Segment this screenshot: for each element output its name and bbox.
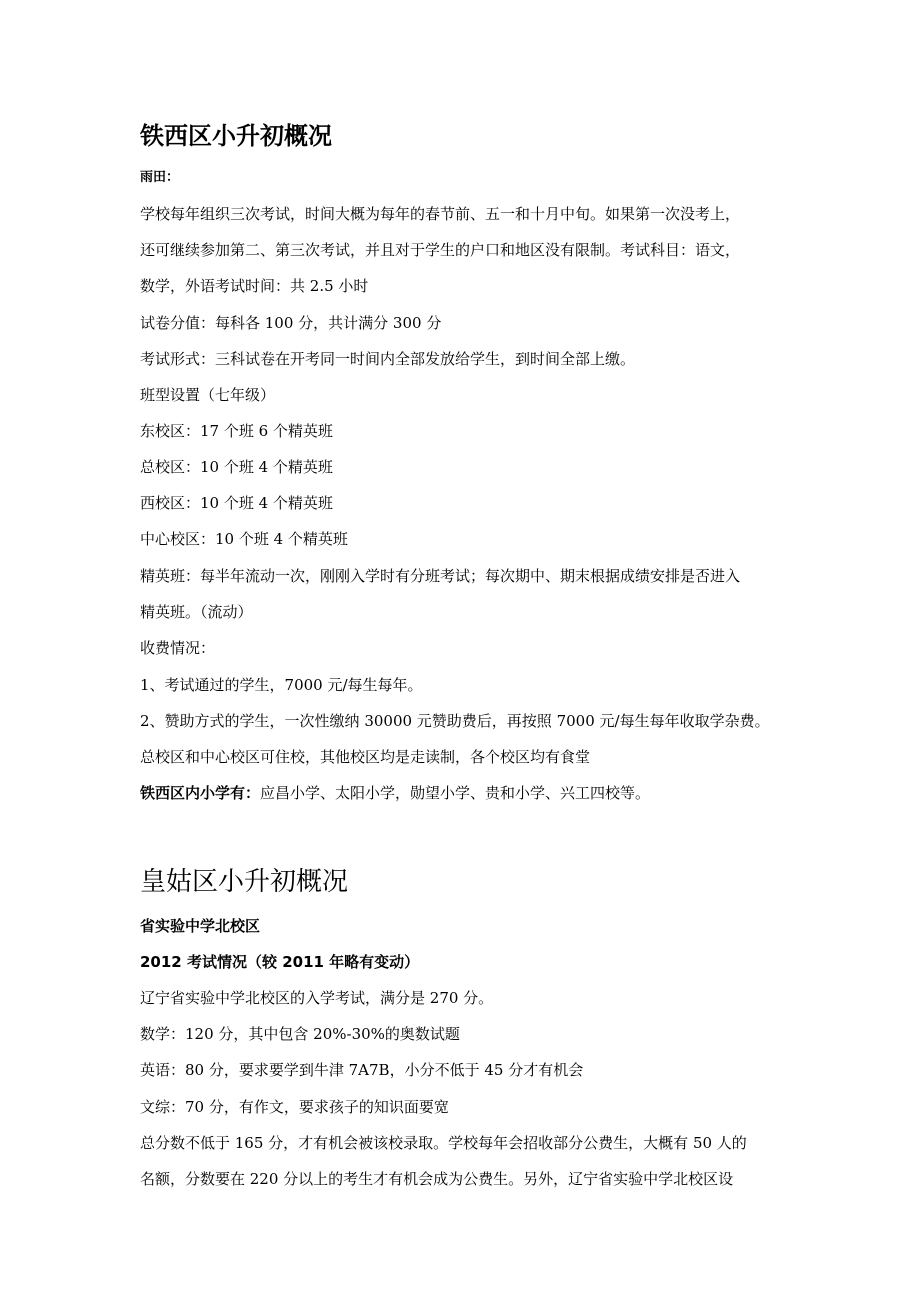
exam-format-line: 考试形式：三科试卷在开考同一时间内全部发放给学生，到时间全部上缴。 bbox=[140, 350, 636, 368]
fee-item: 2、赞助方式的学生，一次性缴纳 30000 元赞助费后，再按照 7000 元/每生每年收取学杂费。 bbox=[140, 712, 770, 730]
primary-schools-label: 铁西区内小学有： bbox=[140, 784, 261, 802]
campus-line: 西校区：10 个班 4 个精英班 bbox=[140, 494, 333, 512]
section-title-tiexi: 铁西区小升初概况 bbox=[140, 121, 332, 150]
elite-class-line: 精英班：每半年流动一次，刚刚入学时有分班考试；每次期中、期末根据成绩安排是否进入 bbox=[140, 567, 741, 585]
fee-item: 1、考试通过的学生，7000 元/每生每年。 bbox=[140, 676, 423, 694]
fees-label: 收费情况： bbox=[140, 639, 216, 657]
primary-schools-line bbox=[140, 783, 650, 803]
section-title-huanggu: 皇姑区小升初概况 bbox=[140, 867, 349, 897]
paragraph-line: 文综：70 分，有作文，要求孩子的知识面要宽 bbox=[140, 1098, 449, 1116]
primary-schools-list: 应昌小学、太阳小学，勋望小学、贵和小学、兴工四校等。 bbox=[260, 784, 651, 802]
paragraph-line: 学校每年组织三次考试，时间大概为每年的春节前、五一和十月中旬。如果第一次没考上， bbox=[140, 205, 741, 223]
elite-class-line: 精英班。（流动） bbox=[140, 603, 253, 621]
paragraph-line: 英语：80 分，要求要学到牛津 7A7B，小分不低于 45 分才有机会 bbox=[140, 1061, 584, 1079]
exam-score-line: 试卷分值：每科各 100 分，共计满分 300 分 bbox=[140, 314, 442, 332]
paragraph-line: 数学，外语考试时间：共 2.5 小时 bbox=[140, 277, 369, 295]
campus-line: 东校区：17 个班 6 个精英班 bbox=[140, 422, 333, 440]
exam-heading: 2012 考试情况（较 2011 年略有变动） bbox=[140, 953, 420, 971]
paragraph-line: 辽宁省实验中学北校区的入学考试，满分是 270 分。 bbox=[140, 989, 494, 1007]
paragraph-line: 名额，分数要在 220 分以上的考生才有机会成为公费生。另外，辽宁省实验中学北校区设 bbox=[140, 1170, 734, 1188]
paragraph-line: 还可继续参加第二、第三次考试，并且对于学生的户口和地区没有限制。考试科目：语文， bbox=[140, 241, 741, 259]
class-setup-line: 班型设置（七年级） bbox=[140, 386, 276, 404]
paragraph-line: 数学：120 分，其中包含 20%-30%的奥数试题 bbox=[140, 1025, 460, 1043]
paragraph-line: 总分数不低于 165 分，才有机会被该校录取。学校每年会招收部分公费生，大概有 50 人的 bbox=[140, 1134, 747, 1152]
campus-line: 中心校区：10 个班 4 个精英班 bbox=[140, 530, 348, 548]
school-label-yutian: 雨田： bbox=[140, 170, 180, 185]
campus-line: 总校区：10 个班 4 个精英班 bbox=[140, 458, 333, 476]
school-name: 省实验中学北校区 bbox=[140, 917, 261, 935]
boarding-line: 总校区和中心校区可住校，其他校区均是走读制，各个校区均有食堂 bbox=[140, 748, 591, 766]
